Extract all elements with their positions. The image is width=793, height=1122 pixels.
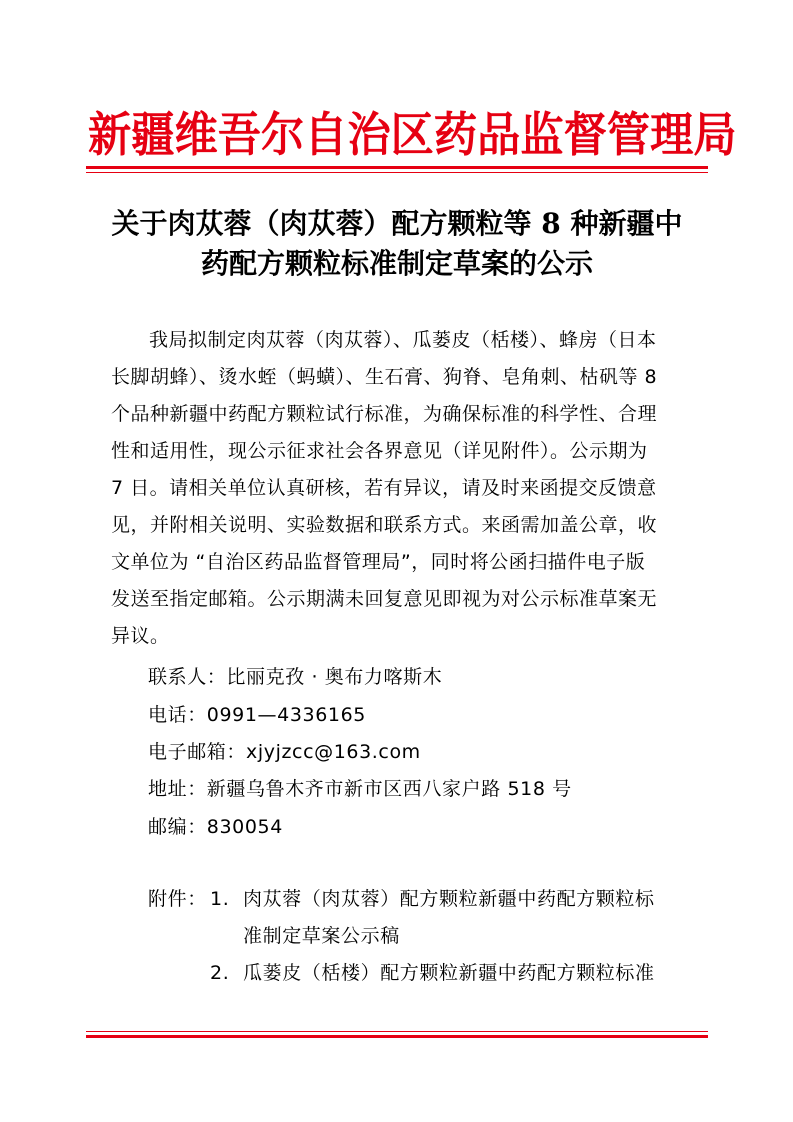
- attachment-title: 瓜蒌皮（栝楼）配方颗粒新疆中药配方颗粒标准: [243, 962, 655, 984]
- footer-rule-thin: [86, 1031, 708, 1032]
- body-line: 长脚胡蜂）、烫水蛭（蚂蟥）、生石膏、狗脊、皂角刺、枯矾等 8: [111, 366, 658, 388]
- attachment-item-2: [210, 958, 655, 988]
- contact-email: 电子邮箱：xjyjzcc@163.com: [148, 741, 421, 763]
- body-line: 异议。: [111, 625, 170, 647]
- body-line: 见，并附相关说明、实验数据和联系方式。来函需加盖公章，收: [111, 514, 658, 536]
- notice-title-line-2: 药配方颗粒标准制定草案的公示: [200, 247, 593, 280]
- body-line: 7 日。请相关单位认真研核，若有异议，请及时来函提交反馈意: [111, 477, 657, 499]
- body-line: 文单位为 “自治区药品监督管理局”，同时将公函扫描件电子版: [111, 551, 646, 573]
- notice-title-line-1: 关于肉苁蓉（肉苁蓉）配方颗粒等 8 种新疆中: [111, 207, 683, 240]
- body-line: 我局拟制定肉苁蓉（肉苁蓉）、瓜蒌皮（栝楼）、蜂房（日本: [149, 329, 657, 351]
- contact-postcode: 邮编：830054: [148, 816, 283, 838]
- attachment-title: 肉苁蓉（肉苁蓉）配方颗粒新疆中药配方颗粒标: [243, 888, 655, 910]
- body-line: 性和适用性，现公示征求社会各界意见（详见附件）。公示期为: [111, 440, 648, 462]
- attachment-number: 1.: [210, 888, 230, 910]
- attachment-item-1: [210, 884, 655, 914]
- attachments-label: 附件：: [148, 888, 207, 910]
- footer-rule-thick: [86, 1035, 708, 1038]
- contact-person: 联系人：比丽克孜 · 奥布力喀斯木: [148, 666, 443, 688]
- contact-address: 地址：新疆乌鲁木齐市新市区西八家户路 518 号: [148, 778, 572, 800]
- header-rule-thin: [86, 172, 708, 173]
- attachment-number: 2.: [210, 962, 230, 984]
- notice-body: [111, 322, 691, 655]
- attachment-item-1-continued: 准制定草案公示稿: [243, 925, 400, 947]
- header-rule-thick: [86, 166, 708, 169]
- body-line: 个品种新疆中药配方颗粒试行标准，为确保标准的科学性、合理: [111, 403, 658, 425]
- agency-header: 新疆维吾尔自治区药品监督管理局: [88, 108, 737, 163]
- contact-phone: 电话：0991—4336165: [148, 704, 366, 726]
- body-line: 发送至指定邮箱。公示期满未回复意见即视为对公示标准草案无: [111, 588, 658, 610]
